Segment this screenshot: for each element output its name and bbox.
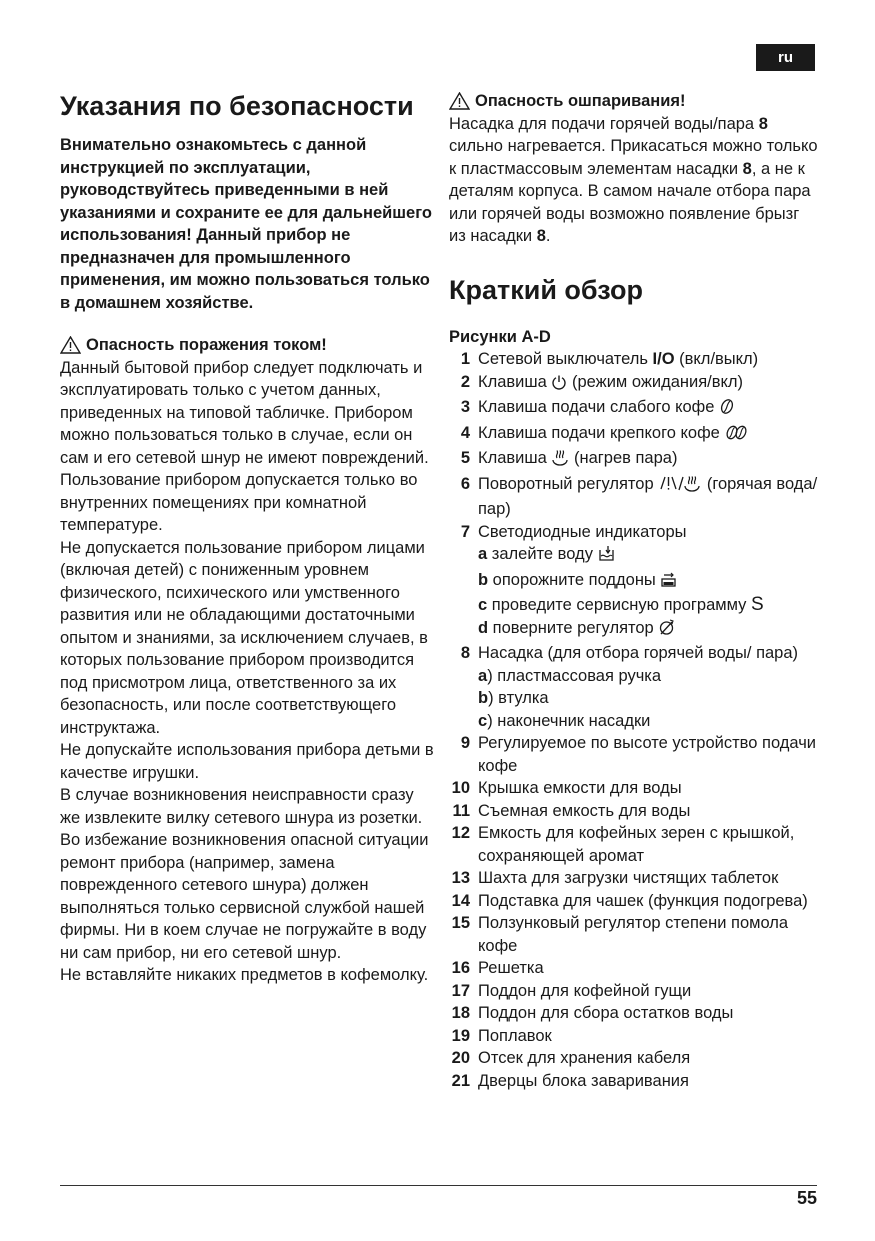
list-item: 11 Съемная емкость для воды xyxy=(452,801,691,820)
safety-paragraph: Не допускайте использования прибора детьми в качестве игрушки. xyxy=(60,741,434,782)
fill-water-icon xyxy=(598,545,615,569)
empty-trays-icon xyxy=(660,571,677,595)
list-item: 20 Отсек для хранения кабеля xyxy=(451,1049,691,1067)
footer-divider xyxy=(60,1185,817,1186)
strong-coffee-beans-icon xyxy=(724,424,750,448)
safety-paragraph: Не допускается пользование прибором лицами (включая детей) с пониженным уровнем физического, психического или умственного развития или не обладающими достаточными опытом и знаниями, за исключением случаев, в которых пользование прибором производится под присмотром лица, ответственного за их безопасность, или после соответствующего инструктажа. xyxy=(60,538,428,737)
turn-selector-icon xyxy=(658,619,675,643)
list-item: 18 Поддон для сбора остатков воды xyxy=(451,1004,734,1022)
sub-item: b опорожните поддоны xyxy=(478,569,819,595)
list-item: 14 Подставка для чашек (функция подогрева) xyxy=(451,891,808,910)
list-item: 6 Поворотный регулятор (горячая вода/пар) xyxy=(460,474,818,518)
list-item: 21 Дверцы блока заваривания xyxy=(451,1071,689,1090)
safety-paragraph: Не вставляйте никаких предметов в кофемолку. xyxy=(60,966,429,984)
scald-warning-text: Насадка для подачи горячей воды/пара 8 сильно нагревается. Прикасаться можно только к пластмассовым элементам насадки 8, а не к деталям корпуса. В самом начале отбора пара или горячей воды возможно появление брызг из насадки 8. xyxy=(449,114,818,245)
list-item: 12 Емкость для кофейных зерен с крышкой, сохраняющей аромат xyxy=(451,824,795,865)
sub-item: c) наконечник насадки xyxy=(478,711,651,730)
list-item: 13 Шахта для загрузки чистящих таблеток xyxy=(451,869,779,887)
language-badge: ru xyxy=(756,44,815,71)
steam-icon xyxy=(551,449,569,473)
sub-item: a залейте воду xyxy=(478,543,819,569)
safety-title: Указания по безопасности xyxy=(60,91,414,121)
list-item: 1 Сетевой выключатель I/O (вкл/выкл) xyxy=(460,350,759,368)
list-item: 10 Крышка емкости для воды xyxy=(451,779,682,797)
sub-item: c проведите сервисную программу S xyxy=(478,594,764,615)
figures-label: Рисунки A-D xyxy=(449,327,551,346)
power-icon xyxy=(551,374,567,397)
safety-paragraph: В случае возникновения неисправности сразу же извлеките вилку сетевого шнура из розетки. Во избежание возникновения опасной ситуации ремонт прибора (например, замена поврежденного сетевого шнура) должен выполняться только сервисной службой нашей фирмы. Ни в коем случае не погружайте в воду ни сам прибор, ни его сетевой шнур. xyxy=(60,786,429,962)
sub-item: a) пластмассовая ручка xyxy=(478,666,662,685)
mild-coffee-bean-icon xyxy=(719,398,735,422)
scald-warning-heading xyxy=(449,90,819,113)
electric-warning-heading xyxy=(60,334,435,357)
list-item: 15 Ползунковый регулятор степени помола кофе xyxy=(451,914,789,955)
list-item: 9 Регулируемое по высоте устройство подачи кофе xyxy=(460,734,817,775)
overview-column xyxy=(449,90,819,1092)
electric-warning-title: Опасность поражения током! xyxy=(86,336,327,354)
sub-item: b) втулка xyxy=(478,689,549,707)
sub-item: d поверните регулятор xyxy=(478,617,819,643)
list-item: 17 Поддон для кофейной гущи xyxy=(451,981,692,1000)
list-item: 19 Поплавок xyxy=(451,1026,552,1045)
list-item: 5 Клавиша (нагрев пара) xyxy=(449,447,819,473)
page-number: 55 xyxy=(796,1188,817,1208)
list-item: 3 Клавиша подачи слабого кофе xyxy=(449,396,819,422)
overview-title: Краткий обзор xyxy=(449,274,643,305)
list-item: 7 Светодиодные индикаторы a залейте воду b опорожните поддоны c проведите сервисную программу S d поверните регулятор xyxy=(449,521,819,643)
list-item: 16 Решетка xyxy=(451,959,544,977)
parts-list xyxy=(449,348,819,1092)
warning-triangle-icon xyxy=(60,336,81,354)
warning-triangle-icon xyxy=(449,92,470,110)
safety-intro: Внимательно ознакомьтесь с данной инструкцией по эксплуатации, руководствуйтесь приведенными в ней указаниями и сохраните ее для дальнейшего использования! Данный прибор не предназначен для промышленного применения, им можно пользоваться только в домашнем хозяйстве. xyxy=(60,136,432,312)
rotary-selector-icon xyxy=(658,475,702,499)
safety-column xyxy=(60,90,435,987)
scald-warning-title: Опасность ошпаривания! xyxy=(475,92,686,110)
service-program-symbol: S xyxy=(750,594,764,615)
list-item: 4 Клавиша подачи крепкого кофе xyxy=(449,422,819,448)
safety-paragraph: Данный бытовой прибор следует подключать и эксплуатировать только с учетом данных, приведенных на типовой табличке. Прибором можно пользоваться только в случае, если он сам и его сетевой шнур не имеют повреждений. Пользование прибором допускается только во внутренних помещениях при комнатной температуре. xyxy=(60,358,429,534)
list-item: 2 Клавиша (режим ожидания/вкл) xyxy=(449,371,819,397)
list-item: 8 Насадка (для отбора горячей воды/ пара) a) пластмассовая ручка b) втулка c) наконечник насадки xyxy=(449,642,819,732)
